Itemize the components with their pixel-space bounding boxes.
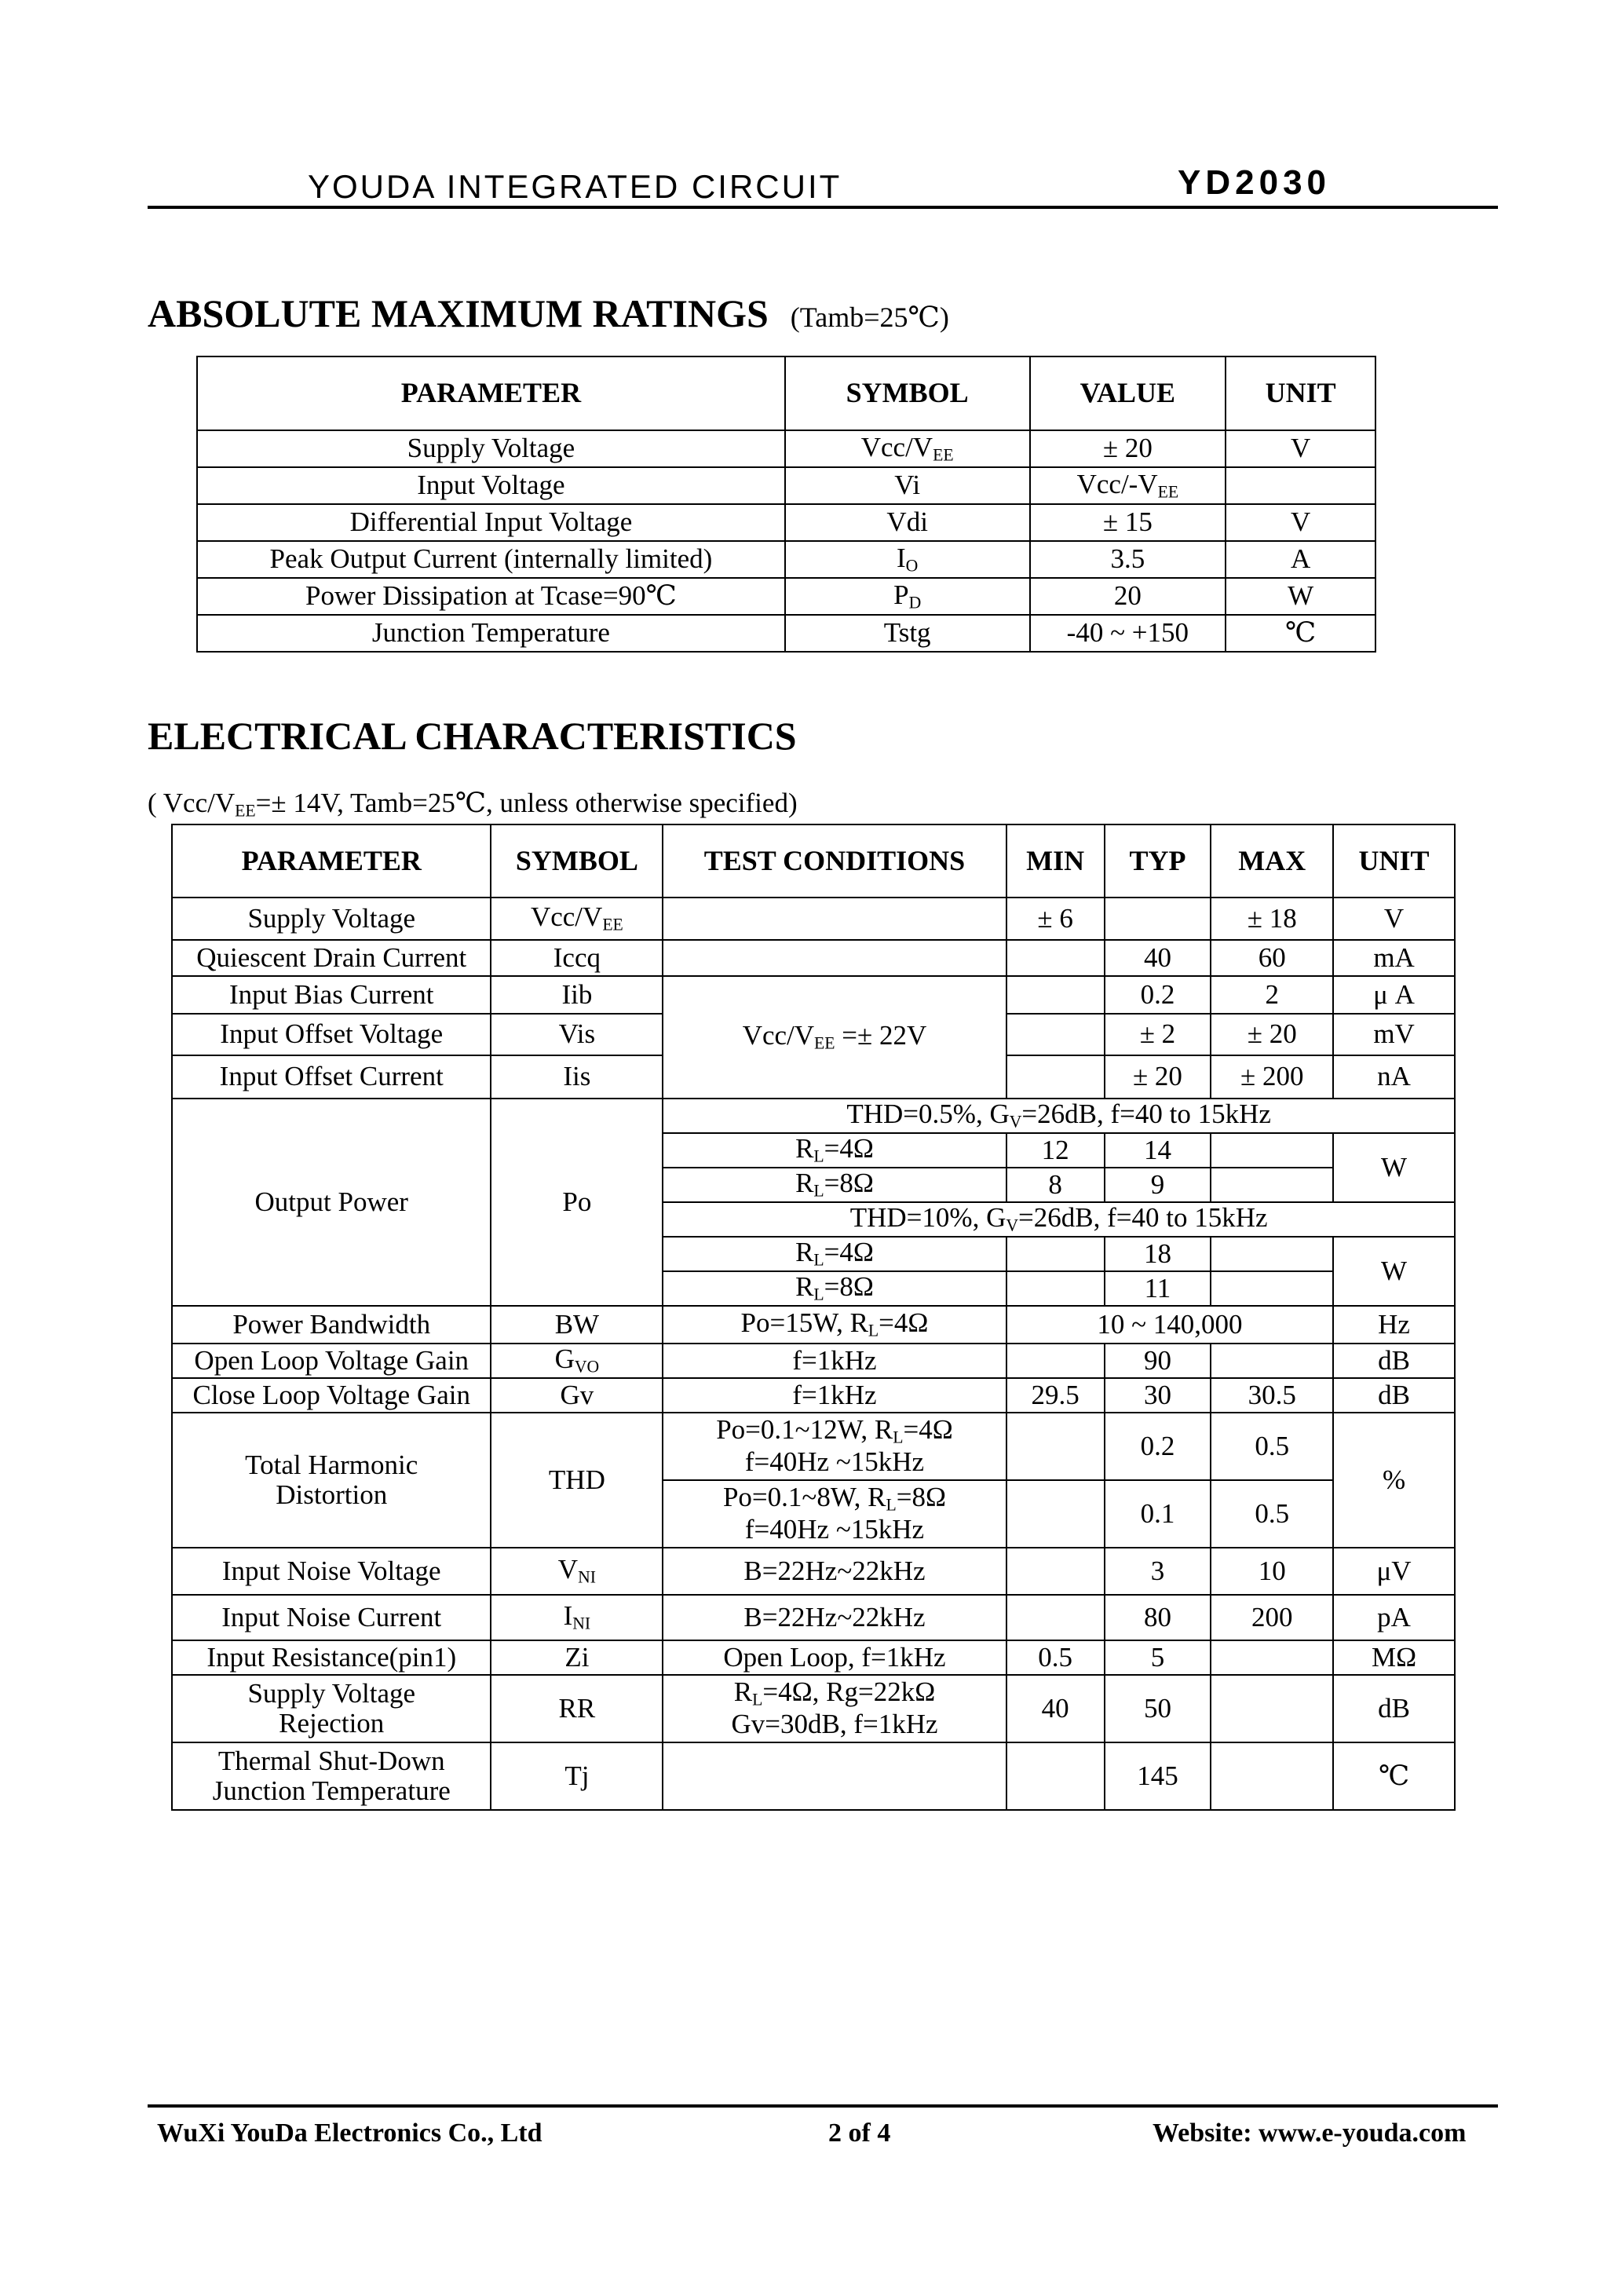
cell-unit: mV <box>1333 1014 1455 1055</box>
cell-symbol: Iis <box>491 1055 663 1099</box>
cell-conditions: $R_L=8\Omega$ <box>663 1271 1006 1306</box>
cell-symbol: Vcc/$V_{EE}$ <box>491 898 663 940</box>
table-row <box>172 1099 1455 1133</box>
cell-conditions <box>663 1742 1006 1810</box>
footer-company: WuXi YouDa Electronics Co., Ltd <box>157 2119 542 2148</box>
cell-conditions: Po=0.1~8W, $R_L=8\Omega$ f=40Hz ~15kHz <box>663 1480 1006 1548</box>
cell-symbol: BW <box>491 1306 663 1344</box>
cell-typ: 40 <box>1105 940 1211 976</box>
cell-parameter: Open Loop Voltage Gain <box>172 1344 491 1378</box>
cell-typ: 90 <box>1105 1344 1211 1378</box>
cell-symbol: Zi <box>491 1640 663 1675</box>
cell-value: ± 20 <box>1030 430 1226 467</box>
footer-rule <box>148 2104 1498 2108</box>
cell-typ: 50 <box>1105 1675 1211 1742</box>
cell-typ: 11 <box>1105 1271 1211 1306</box>
abs-max-title: ABSOLUTE MAXIMUM RATINGS <box>148 291 769 335</box>
abs-max-heading <box>148 291 949 336</box>
col-header: UNIT <box>1333 824 1455 898</box>
cell-max <box>1211 1640 1333 1675</box>
table-row <box>197 615 1375 652</box>
table-row <box>172 1548 1455 1595</box>
cell-conditions: Po=15W, $R_L=4\Omega$ <box>663 1306 1006 1344</box>
cell-parameter: Thermal Shut-Down Junction Temperature <box>172 1742 491 1810</box>
cell-min <box>1006 1742 1105 1810</box>
cell-min: 29.5 <box>1006 1378 1105 1413</box>
cell-min <box>1006 1014 1105 1055</box>
cell-min <box>1006 1548 1105 1595</box>
cell-parameter: Input Noise Current <box>172 1595 491 1640</box>
abs-max-header-row <box>197 356 1375 430</box>
cell-typ: 0.2 <box>1105 1413 1211 1480</box>
cell-unit: dB <box>1333 1378 1455 1413</box>
col-header: VALUE <box>1030 356 1226 430</box>
cell-parameter: Supply Voltage Rejection <box>172 1675 491 1742</box>
cell-symbol: Vdi <box>785 504 1030 541</box>
cell-min <box>1006 1413 1105 1480</box>
cell-symbol: Iib <box>491 976 663 1014</box>
cell-range: 10 ~ 140,000 <box>1006 1306 1333 1344</box>
cell-parameter: Differential Input Voltage <box>197 504 785 541</box>
cell-conditions: $R_L=8\Omega$ <box>663 1168 1006 1202</box>
cell-conditions <box>663 940 1006 976</box>
cell-max: ± 200 <box>1211 1055 1333 1099</box>
table-row <box>172 1675 1455 1742</box>
cell-symbol: $I_{NI}$ <box>491 1595 663 1640</box>
col-header: PARAMETER <box>197 356 785 430</box>
table-row <box>172 1640 1455 1675</box>
cell-max: 10 <box>1211 1548 1333 1595</box>
header-company: YOUDA INTEGRATED CIRCUIT <box>308 168 842 205</box>
cell-unit: W <box>1226 578 1375 615</box>
cell-conditions: Vcc/$V_{EE} =\pm 22V$ <box>663 976 1006 1099</box>
col-header: UNIT <box>1226 356 1375 430</box>
col-header: MIN <box>1006 824 1105 898</box>
cell-conditions: $R_L=4\Omega$ <box>663 1237 1006 1271</box>
cell-unit: pA <box>1333 1595 1455 1640</box>
cell-conditions: THD=10%, $G_V=26dB$, f=40 to 15kHz <box>663 1202 1455 1237</box>
table-row <box>172 940 1455 976</box>
cell-unit: W <box>1333 1133 1455 1202</box>
cell-value: ± 15 <box>1030 504 1226 541</box>
cell-unit: dB <box>1333 1344 1455 1378</box>
cell-parameter: Supply Voltage <box>172 898 491 940</box>
cell-parameter: Total Harmonic Distortion <box>172 1413 491 1548</box>
cell-conditions: f=1kHz <box>663 1344 1006 1378</box>
cell-unit: % <box>1333 1413 1455 1548</box>
cell-conditions: B=22Hz~22kHz <box>663 1548 1006 1595</box>
col-header: PARAMETER <box>172 824 491 898</box>
table-row <box>172 1344 1455 1378</box>
cell-max <box>1211 1133 1333 1168</box>
table-row <box>197 578 1375 615</box>
cell-min: 40 <box>1006 1675 1105 1742</box>
cell-symbol: Vis <box>491 1014 663 1055</box>
cell-symbol: $V_{NI}$ <box>491 1548 663 1595</box>
cell-unit: nA <box>1333 1055 1455 1099</box>
cell-typ: 145 <box>1105 1742 1211 1810</box>
cell-unit: mA <box>1333 940 1455 976</box>
cell-unit: ℃ <box>1333 1742 1455 1810</box>
cell-parameter: Input Bias Current <box>172 976 491 1014</box>
cell-min <box>1006 1344 1105 1378</box>
header-rule <box>148 206 1498 209</box>
cell-parameter: Junction Temperature <box>197 615 785 652</box>
cell-parameter: Quiescent Drain Current <box>172 940 491 976</box>
cell-unit: A <box>1226 541 1375 578</box>
cell-unit: MΩ <box>1333 1640 1455 1675</box>
table-row <box>172 976 1455 1014</box>
cell-conditions <box>663 898 1006 940</box>
cell-unit: μV <box>1333 1548 1455 1595</box>
elec-table <box>171 824 1456 1811</box>
cell-unit: Hz <box>1333 1306 1455 1344</box>
cell-unit: W <box>1333 1237 1455 1306</box>
cell-min <box>1006 1480 1105 1548</box>
cell-typ: ± 2 <box>1105 1014 1211 1055</box>
table-row <box>197 430 1375 467</box>
table-row <box>197 541 1375 578</box>
cell-symbol: Tstg <box>785 615 1030 652</box>
cell-conditions: THD=0.5%, $G_V=26dB$, f=40 to 15kHz <box>663 1099 1455 1133</box>
cell-typ: 3 <box>1105 1548 1211 1595</box>
cell-parameter: Close Loop Voltage Gain <box>172 1378 491 1413</box>
cell-symbol: $I_O$ <box>785 541 1030 578</box>
cell-conditions: B=22Hz~22kHz <box>663 1595 1006 1640</box>
cell-symbol: Vi <box>785 467 1030 504</box>
cell-min <box>1006 1055 1105 1099</box>
cell-symbol: THD <box>491 1413 663 1548</box>
cell-typ <box>1105 898 1211 940</box>
header-part-number: YD2030 <box>1178 163 1332 202</box>
cell-unit: V <box>1226 504 1375 541</box>
cell-parameter: Input Offset Voltage <box>172 1014 491 1055</box>
cell-min: 12 <box>1006 1133 1105 1168</box>
cell-min: 8 <box>1006 1168 1105 1202</box>
cell-value: 3.5 <box>1030 541 1226 578</box>
cell-typ: 18 <box>1105 1237 1211 1271</box>
cell-typ: 30 <box>1105 1378 1211 1413</box>
cell-symbol: $G_{VO}$ <box>491 1344 663 1378</box>
cell-max: ± 18 <box>1211 898 1333 940</box>
cell-unit: μ A <box>1333 976 1455 1014</box>
col-header: TYP <box>1105 824 1211 898</box>
cell-typ: 5 <box>1105 1640 1211 1675</box>
cell-conditions: Po=0.1~12W, $R_L=4\Omega$ f=40Hz ~15kHz <box>663 1413 1006 1480</box>
cell-conditions: $R_L=4\Omega$, Rg=22kΩ Gv=30dB, f=1kHz <box>663 1675 1006 1742</box>
elec-heading: ELECTRICAL CHARACTERISTICS <box>148 714 797 758</box>
table-row <box>172 1378 1455 1413</box>
cell-value: Vcc/$-V_{EE}$ <box>1030 467 1226 504</box>
footer-website: Website: www.e-youda.com <box>1153 2119 1467 2148</box>
cell-max <box>1211 1675 1333 1742</box>
cell-max: 0.5 <box>1211 1480 1333 1548</box>
table-row <box>172 1413 1455 1480</box>
cell-symbol: Po <box>491 1099 663 1306</box>
cell-min <box>1006 1595 1105 1640</box>
table-row <box>172 1742 1455 1810</box>
footer-page-number: 2 of 4 <box>828 2119 891 2148</box>
cell-parameter: Output Power <box>172 1099 491 1306</box>
abs-max-note: (Tamb=25℃) <box>790 302 949 333</box>
cell-conditions: f=1kHz <box>663 1378 1006 1413</box>
cell-symbol: RR <box>491 1675 663 1742</box>
cell-typ: 0.2 <box>1105 976 1211 1014</box>
cell-max <box>1211 1742 1333 1810</box>
cell-max <box>1211 1237 1333 1271</box>
cell-parameter: Power Bandwidth <box>172 1306 491 1344</box>
cell-unit <box>1226 467 1375 504</box>
col-header: TEST CONDITIONS <box>663 824 1006 898</box>
cell-max: 0.5 <box>1211 1413 1333 1480</box>
table-row <box>172 1306 1455 1344</box>
cell-typ: 9 <box>1105 1168 1211 1202</box>
table-row <box>172 898 1455 940</box>
cell-conditions: Open Loop, f=1kHz <box>663 1640 1006 1675</box>
cell-parameter: Input Offset Current <box>172 1055 491 1099</box>
elec-header-row <box>172 824 1455 898</box>
cell-max: ± 20 <box>1211 1014 1333 1055</box>
cell-max <box>1211 1168 1333 1202</box>
cell-parameter: Input Noise Voltage <box>172 1548 491 1595</box>
cell-unit: V <box>1226 430 1375 467</box>
cell-max: 30.5 <box>1211 1378 1333 1413</box>
cell-symbol: Vcc/$V_{EE}$ <box>785 430 1030 467</box>
cell-min <box>1006 940 1105 976</box>
cell-max <box>1211 1271 1333 1306</box>
cell-symbol: Tj <box>491 1742 663 1810</box>
cell-parameter: Supply Voltage <box>197 430 785 467</box>
elec-conditions: ( Vcc/$V_{EE}=\pm 14V$, Tamb=25℃, unless otherwise specified) <box>148 788 798 821</box>
cell-symbol: Gv <box>491 1378 663 1413</box>
abs-max-table <box>196 356 1376 653</box>
table-row <box>172 1595 1455 1640</box>
cell-min <box>1006 1237 1105 1271</box>
cell-parameter: Power Dissipation at Tcase=90℃ <box>197 578 785 615</box>
table-row <box>197 504 1375 541</box>
cell-typ: ± 20 <box>1105 1055 1211 1099</box>
cell-min: ± 6 <box>1006 898 1105 940</box>
cell-conditions: $R_L=4\Omega$ <box>663 1133 1006 1168</box>
cell-min: 0.5 <box>1006 1640 1105 1675</box>
cell-typ: 80 <box>1105 1595 1211 1640</box>
cell-unit: V <box>1333 898 1455 940</box>
cell-value: -40 ~ +150 <box>1030 615 1226 652</box>
cell-min <box>1006 1271 1105 1306</box>
col-header: SYMBOL <box>785 356 1030 430</box>
cell-max: 60 <box>1211 940 1333 976</box>
cell-unit: dB <box>1333 1675 1455 1742</box>
col-header: SYMBOL <box>491 824 663 898</box>
cell-parameter: Peak Output Current (internally limited) <box>197 541 785 578</box>
table-row <box>197 467 1375 504</box>
cell-symbol: $P_D$ <box>785 578 1030 615</box>
cell-max: 200 <box>1211 1595 1333 1640</box>
cell-max: 2 <box>1211 976 1333 1014</box>
col-header: MAX <box>1211 824 1333 898</box>
cell-typ: 14 <box>1105 1133 1211 1168</box>
cell-max <box>1211 1344 1333 1378</box>
cell-parameter: Input Voltage <box>197 467 785 504</box>
cell-min <box>1006 976 1105 1014</box>
cell-unit: ℃ <box>1226 615 1375 652</box>
cell-typ: 0.1 <box>1105 1480 1211 1548</box>
cell-parameter: Input Resistance(pin1) <box>172 1640 491 1675</box>
cell-value: 20 <box>1030 578 1226 615</box>
cell-symbol: Iccq <box>491 940 663 976</box>
